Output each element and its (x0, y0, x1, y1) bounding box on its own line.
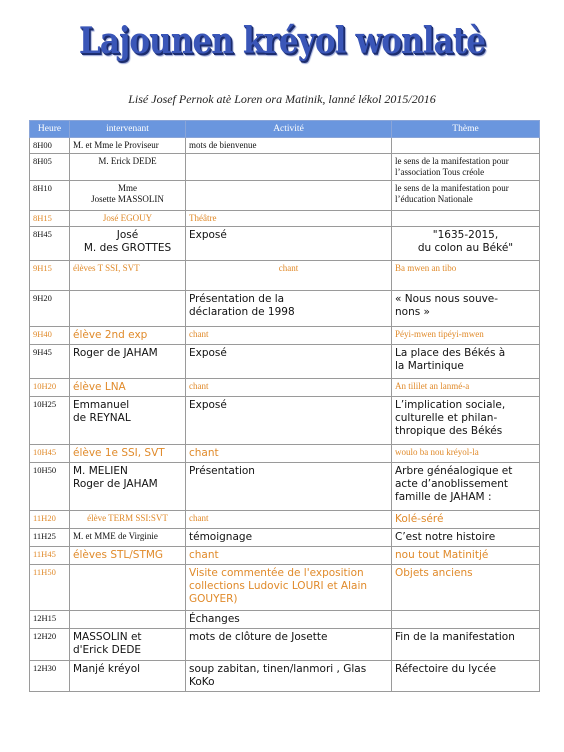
cell-line: de REYNAL (73, 412, 131, 424)
cell-line: M. MELIEN (73, 465, 128, 477)
cell-line: chant (189, 447, 219, 459)
cell-theme (392, 463, 540, 511)
cell-line: Présentation de la (189, 293, 285, 305)
page-subtitle: Lisé Josef Pernok atè Loren ora Matinik, lanné lékol 2015/2016 (128, 92, 436, 106)
cell-theme (392, 445, 540, 463)
cell-line: nons » (395, 306, 430, 318)
cell-line: Présentation (189, 465, 255, 477)
cell-theme (392, 211, 540, 227)
cell-heure: 11H45 (30, 547, 70, 565)
cell-line: élèves T SSI, SVT (73, 263, 140, 273)
cell-line: M. et MME de Virginie (73, 531, 158, 541)
cell-line: déclaration de 1998 (189, 306, 295, 318)
cell-activite (186, 261, 392, 291)
cell-line: Exposé (189, 229, 227, 241)
table-row (30, 379, 540, 397)
table-row (30, 261, 540, 291)
cell-theme (392, 529, 540, 547)
cell-line: soup zabitan, tinen/lanmori , Glas (189, 663, 367, 675)
cell-theme (392, 511, 540, 529)
cell-activite (186, 379, 392, 397)
cell-heure: 11H50 (30, 565, 70, 611)
cell-line: Exposé (189, 399, 227, 411)
cell-line: Réfectoire du lycée (395, 663, 497, 675)
cell-line: Ba mwen an tibo (395, 263, 457, 273)
cell-theme (392, 138, 540, 154)
cell-theme (392, 629, 540, 661)
cell-intervenant (70, 611, 186, 629)
cell-line: élève 2nd exp (73, 329, 148, 341)
cell-heure: 11H25 (30, 529, 70, 547)
cell-line: nou tout Matinitjé (395, 549, 489, 561)
cell-line: la Martinique (395, 360, 464, 372)
cell-theme (392, 181, 540, 211)
cell-line: MASSOLIN et (73, 631, 142, 643)
table-row (30, 463, 540, 511)
cell-line: l’association Tous créole (395, 167, 485, 177)
cell-theme (392, 345, 540, 379)
cell-intervenant (70, 547, 186, 565)
cell-activite (186, 181, 392, 211)
cell-line: du colon au Béké" (417, 242, 514, 254)
table-header-row (30, 121, 540, 138)
cell-line: Roger de JAHAM (73, 347, 158, 359)
cell-line: An tililet an lanmé-a (395, 381, 470, 391)
cell-intervenant (70, 379, 186, 397)
cell-line: Échanges (189, 613, 240, 625)
cell-line: Exposé (189, 347, 227, 359)
cell-line: woulo ba nou kréyol-la (395, 447, 479, 457)
cell-line: C’est notre histoire (395, 531, 496, 543)
cell-intervenant (70, 463, 186, 511)
cell-heure: 10H45 (30, 445, 70, 463)
table-row (30, 138, 540, 154)
cell-line: Emmanuel (73, 399, 130, 411)
cell-line: Roger de JAHAM (73, 478, 158, 490)
cell-intervenant (70, 345, 186, 379)
table-row (30, 547, 540, 565)
cell-intervenant (70, 565, 186, 611)
cell-line: élèves STL/STMG (73, 549, 164, 561)
cell-line: témoignage (189, 531, 253, 543)
cell-heure: 9H40 (30, 327, 70, 345)
cell-line: Kolé-séré (395, 513, 444, 525)
cell-line: famille de JAHAM : (395, 491, 492, 503)
cell-line: KoKo (189, 676, 215, 688)
cell-theme (392, 661, 540, 692)
cell-activite (186, 511, 392, 529)
cell-heure: 12H15 (30, 611, 70, 629)
cell-heure: 12H30 (30, 661, 70, 692)
cell-activite (186, 397, 392, 445)
cell-line: M. et Mme le Proviseur (73, 140, 159, 150)
cell-theme (392, 611, 540, 629)
cell-heure: 11H20 (30, 511, 70, 529)
cell-activite (186, 291, 392, 327)
cell-line: élève 1e SSI, SVT (73, 447, 165, 459)
cell-intervenant (70, 445, 186, 463)
cell-heure: 8H45 (30, 227, 70, 261)
cell-line: GOUYER) (189, 593, 238, 605)
cell-intervenant (70, 154, 186, 181)
cell-line: le sens de la manifestation pour (395, 156, 509, 166)
cell-activite (186, 547, 392, 565)
cell-heure: 10H20 (30, 379, 70, 397)
cell-line: La place des Békés à (395, 347, 506, 359)
cell-theme (392, 547, 540, 565)
cell-theme (392, 154, 540, 181)
cell-intervenant (70, 327, 186, 345)
cell-line: mots de bienvenue (189, 140, 257, 150)
cell-intervenant (70, 211, 186, 227)
cell-line: M. des GROTTES (83, 242, 172, 254)
cell-line: élève LNA (73, 381, 126, 393)
cell-heure: 9H45 (30, 345, 70, 379)
cell-heure: 8H00 (30, 138, 70, 154)
cell-line: Arbre généalogique et (395, 465, 513, 477)
cell-intervenant (70, 138, 186, 154)
header-theme: Thème (392, 121, 540, 138)
table-row (30, 565, 540, 611)
cell-theme (392, 261, 540, 291)
cell-activite (186, 138, 392, 154)
schedule-table (29, 120, 540, 692)
cell-line: chant (189, 381, 209, 391)
cell-line: Péyi-mwen tipéyi-mwen (395, 329, 484, 339)
cell-line: l’éducation Nationale (395, 194, 473, 204)
cell-intervenant (70, 529, 186, 547)
cell-activite (186, 445, 392, 463)
cell-heure: 8H10 (30, 181, 70, 211)
cell-intervenant (70, 291, 186, 327)
cell-intervenant (70, 511, 186, 529)
cell-line: "1635-2015, (432, 229, 499, 241)
table-row (30, 211, 540, 227)
cell-line: mots de clôture de Josette (189, 631, 328, 643)
cell-line: Manjé kréyol (73, 663, 141, 675)
table-row (30, 291, 540, 327)
cell-line: L’implication sociale, (395, 399, 506, 411)
cell-line: d'Erick DEDE (73, 644, 142, 656)
table-row (30, 181, 540, 211)
table-row (30, 154, 540, 181)
cell-activite (186, 611, 392, 629)
cell-activite (186, 154, 392, 181)
table-row (30, 227, 540, 261)
table-row (30, 661, 540, 692)
cell-theme (392, 291, 540, 327)
cell-line: culturelle et philan- (395, 412, 498, 424)
cell-line: Théâtre (189, 213, 217, 223)
cell-line: chant (278, 263, 299, 273)
table-row (30, 397, 540, 445)
cell-heure: 8H15 (30, 211, 70, 227)
cell-intervenant (70, 261, 186, 291)
table-row (30, 629, 540, 661)
cell-theme (392, 227, 540, 261)
cell-line: M. Erick DEDE (98, 156, 157, 166)
cell-line: Mme (118, 183, 137, 193)
page-title: Lajounen kréyol wonlatè (78, 20, 486, 62)
cell-line: José EGOUY (102, 213, 153, 223)
cell-theme (392, 565, 540, 611)
cell-activite (186, 211, 392, 227)
cell-theme (392, 327, 540, 345)
cell-line: chant (189, 549, 219, 561)
cell-intervenant (70, 181, 186, 211)
cell-line: collections Ludovic LOURI et Alain (189, 580, 368, 592)
cell-heure: 10H50 (30, 463, 70, 511)
table-row (30, 327, 540, 345)
cell-intervenant (70, 629, 186, 661)
cell-line: chant (189, 329, 209, 339)
table-row (30, 445, 540, 463)
cell-activite (186, 629, 392, 661)
header-heure: Heure (30, 121, 70, 138)
cell-line: « Nous nous souve- (395, 293, 499, 305)
cell-heure: 12H20 (30, 629, 70, 661)
cell-intervenant (70, 661, 186, 692)
table-row (30, 611, 540, 629)
cell-theme (392, 379, 540, 397)
cell-activite (186, 345, 392, 379)
cell-line: José (116, 229, 139, 241)
cell-heure: 9H20 (30, 291, 70, 327)
header-intervenant: intervenant (70, 121, 186, 138)
cell-heure: 8H05 (30, 154, 70, 181)
cell-heure: 10H25 (30, 397, 70, 445)
cell-line: Josette MASSOLIN (91, 194, 164, 204)
cell-line: Objets anciens (395, 567, 473, 579)
cell-heure: 9H15 (30, 261, 70, 291)
table-row (30, 529, 540, 547)
cell-intervenant (70, 227, 186, 261)
cell-activite (186, 565, 392, 611)
cell-activite (186, 227, 392, 261)
cell-line: élève TERM SSI:SVT (87, 513, 168, 523)
cell-activite (186, 661, 392, 692)
table-row (30, 345, 540, 379)
table-row (30, 511, 540, 529)
cell-activite (186, 529, 392, 547)
cell-line: Visite commentée de l'exposition (189, 567, 364, 579)
cell-intervenant (70, 397, 186, 445)
cell-line: le sens de la manifestation pour (395, 183, 509, 193)
cell-line: thropique des Békés (395, 425, 503, 437)
cell-activite (186, 463, 392, 511)
cell-line: Fin de la manifestation (395, 631, 515, 643)
header-activite: Activité (186, 121, 392, 138)
cell-line: acte d’anoblissement (395, 478, 508, 490)
cell-line: chant (189, 513, 209, 523)
cell-theme (392, 397, 540, 445)
cell-activite (186, 327, 392, 345)
